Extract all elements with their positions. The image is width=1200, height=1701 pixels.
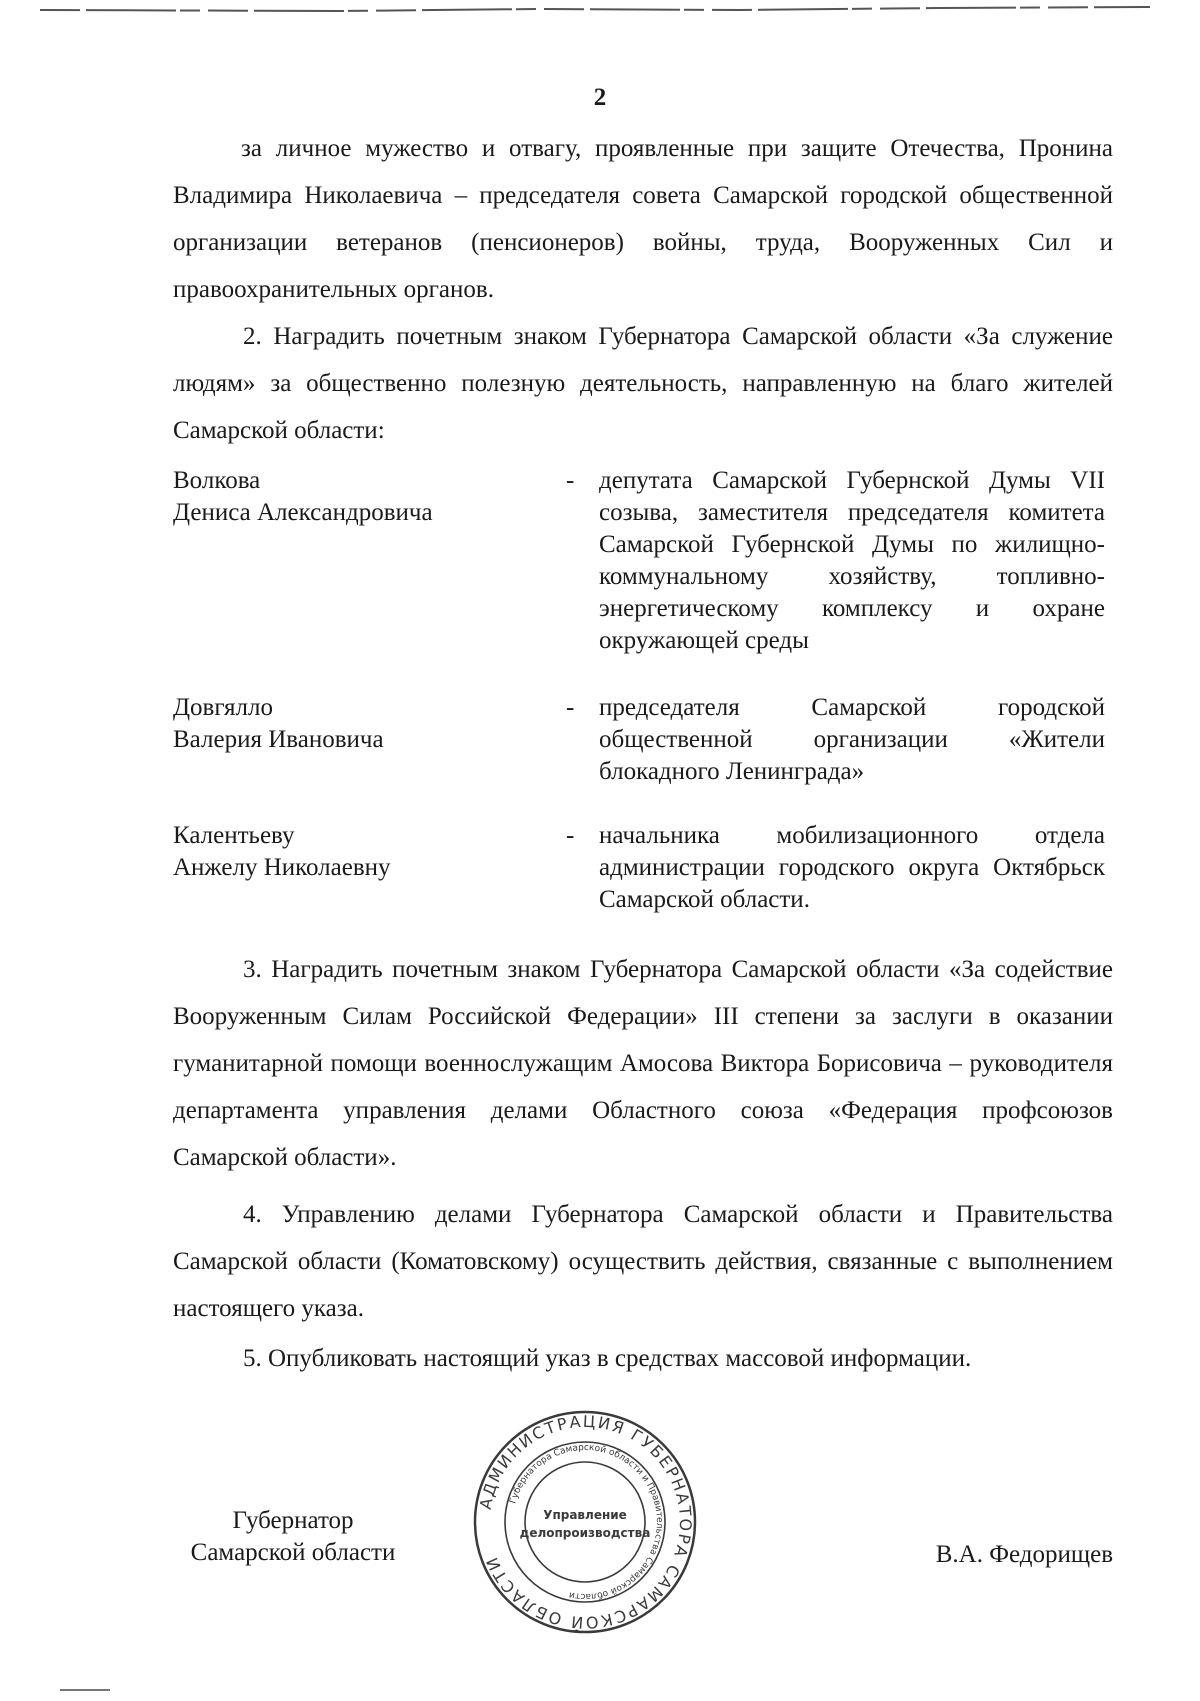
awardee-description: председателя Самарской городской общественной организации «Жители блокадного Ленинграда»	[599, 694, 1105, 785]
awardee-description: начальника мобилизационного отдела администрации городского округа Октябрьск Самарской области.	[599, 822, 1105, 913]
awardee-name: Довгялло Валерия Ивановича	[173, 694, 384, 753]
stamp-inner-text: Губернатора Самарской области и Правительства Самарской области	[508, 1442, 665, 1602]
stamp-outer-text: АДМИНИСТРАЦИЯ ГУБЕРНАТОРА САМАРСКОЙ ОБЛАСТИ	[475, 1411, 696, 1633]
stamp-center-line-1: Управление	[543, 1508, 627, 1522]
awardee-dash: -	[566, 467, 575, 494]
paragraph-3: 3. Наградить почетным знаком Губернатора Самарской области «За содействие Вооруженным Силам Российской Федерации» III степени за заслуги в оказании гуманитарной помощи военнослужащим Амосова Виктора Борисовича – руководителя департамента управления делами Областного союза «Федерация профсоюзов Самарской области».	[173, 956, 1113, 1171]
awardee-dash: -	[566, 694, 575, 721]
signatory-title: Губернатор Самарской области	[190, 1507, 396, 1566]
footer-line	[60, 1689, 110, 1691]
paragraph-4: 4. Управлению делами Губернатора Самарской области и Правительства Самарской области (Коматовскому) осуществить действия, связанные с выполнением настоящего указа.	[173, 1201, 1113, 1322]
scan-edge-artifact	[40, 4, 1150, 16]
awardee-name: Волкова Дениса Александровича	[173, 467, 433, 526]
awardee-description: депутата Самарской Губернской Думы VII созыва, заместителя председателя комитета Самарской Губернской Думы по жилищно-коммунальному хозяйству, топливно-энергетическому комплексу и охране окружающей среды	[599, 467, 1105, 654]
paragraph-2: 2. Наградить почетным знаком Губернатора Самарской области «За служение людям» за общественно полезную деятельность, направленную на благо жителей Самарской области:	[173, 323, 1113, 444]
official-stamp	[470, 1407, 700, 1637]
page-number: 2	[593, 84, 607, 111]
awardee-dash: -	[566, 822, 575, 849]
awardee-name: Калентьеву Анжелу Николаевну	[173, 822, 391, 881]
intro-paragraph: за личное мужество и отвагу, проявленные при защите Отечества, Пронина Владимира Николаевича – председателя совета Самарской городской общественной организации ветеранов (пенсионеров) войны, труда, Вооруженных Сил и правоохранительных органов.	[173, 135, 1113, 303]
stamp-center-line-2: делопроизводства	[519, 1526, 651, 1540]
signatory-name: В.А. Федорищев	[935, 1541, 1113, 1568]
paragraph-5: 5. Опубликовать настоящий указ в средствах массовой информации.	[243, 1345, 972, 1372]
